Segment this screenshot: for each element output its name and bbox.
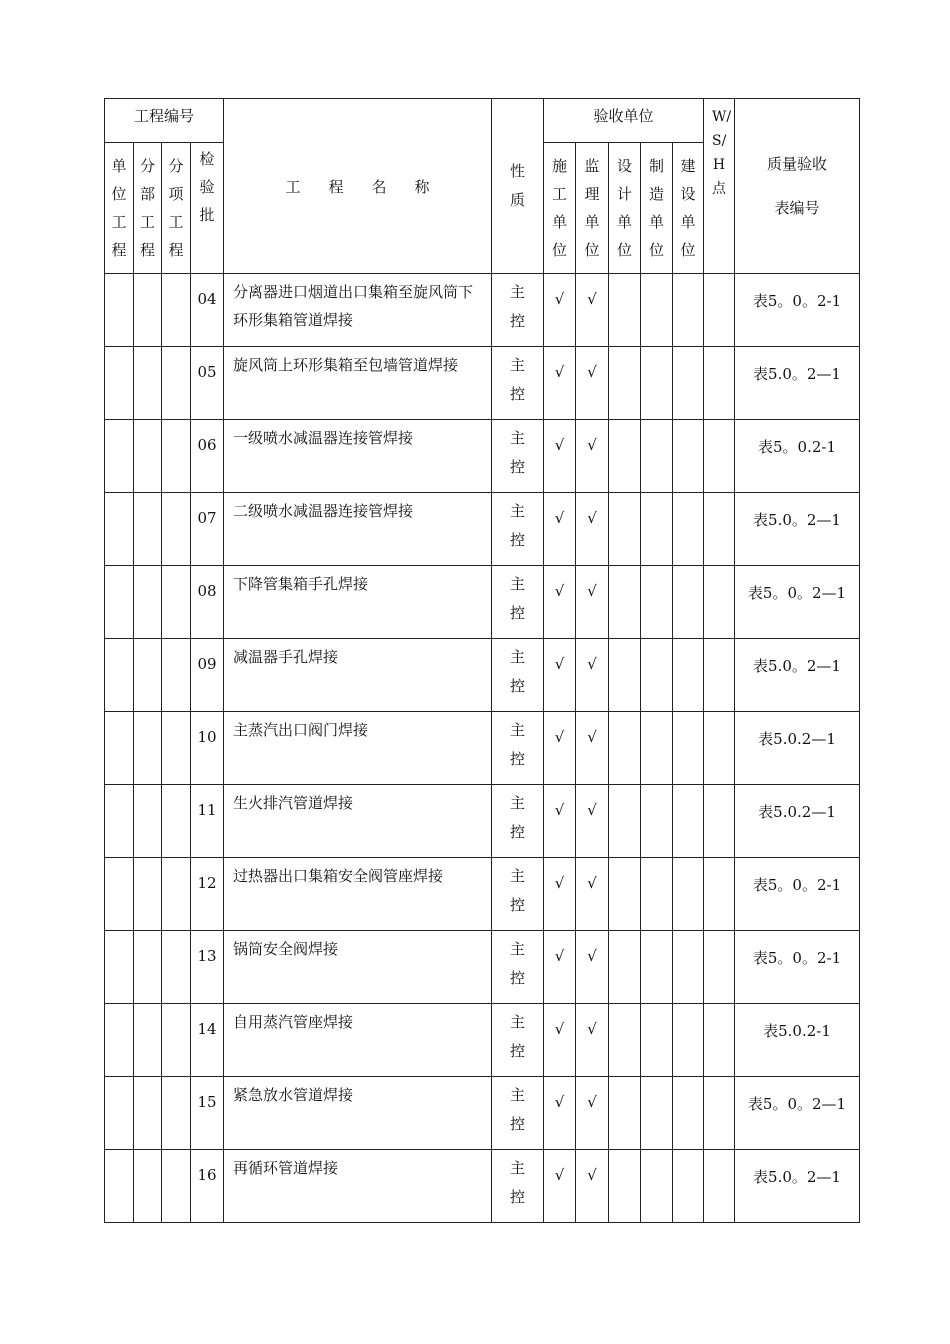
form-number-cell: 表5.0。2—1 — [735, 1150, 860, 1223]
division-project-cell — [134, 785, 162, 858]
division-project-header — [134, 143, 162, 274]
unit-project-cell — [105, 931, 134, 1004]
form-number-label: 质量验收表编号 — [767, 155, 828, 217]
inspection-batch-cell: 06 — [191, 420, 224, 493]
division-project-cell — [134, 712, 162, 785]
construction-check: √ — [544, 566, 576, 639]
project-name-cell: 生火排汽管道焊接 — [224, 785, 492, 858]
design-check — [609, 712, 641, 785]
supervision-check: √ — [576, 785, 609, 858]
manufacturing-unit-header — [641, 143, 673, 274]
project-name-header — [224, 99, 492, 274]
owner-check — [673, 1004, 704, 1077]
table-row — [105, 347, 860, 420]
supervision-check: √ — [576, 639, 609, 712]
design-unit-header — [609, 143, 641, 274]
manufacturing-check — [641, 566, 673, 639]
form-number-header — [735, 99, 860, 274]
supervision-check: √ — [576, 931, 609, 1004]
division-project-cell — [134, 1150, 162, 1223]
form-number-cell: 表5。0。2-1 — [735, 931, 860, 1004]
project-code-label: 工程编号 — [134, 107, 195, 125]
construction-unit-header — [544, 143, 576, 274]
wsh-header — [704, 99, 735, 274]
inspection-batch-cell: 09 — [191, 639, 224, 712]
nature-cell — [492, 566, 544, 639]
manufacturing-check — [641, 1004, 673, 1077]
nature-cell — [492, 1150, 544, 1223]
unit-project-cell — [105, 1150, 134, 1223]
nature-value: 主控 — [510, 867, 526, 914]
project-name-cell: 减温器手孔焊接 — [224, 639, 492, 712]
supervision-check: √ — [576, 858, 609, 931]
nature-cell — [492, 858, 544, 931]
table-row — [105, 785, 860, 858]
construction-check: √ — [544, 420, 576, 493]
inspection-batch-cell: 10 — [191, 712, 224, 785]
owner-check — [673, 347, 704, 420]
division-project-cell — [134, 1004, 162, 1077]
form-number-cell: 表5。0。2—1 — [735, 1077, 860, 1150]
inspection-batch-header — [191, 143, 224, 274]
manufacturing-check — [641, 1150, 673, 1223]
inspection-batch-cell: 12 — [191, 858, 224, 931]
design-check — [609, 347, 641, 420]
nature-value: 主控 — [510, 794, 526, 841]
unit-project-cell — [105, 493, 134, 566]
manufacturing-check — [641, 931, 673, 1004]
design-check — [609, 639, 641, 712]
unit-project-cell — [105, 639, 134, 712]
owner-check — [673, 1077, 704, 1150]
table-row — [105, 639, 860, 712]
table-row — [105, 566, 860, 639]
nature-cell — [492, 274, 544, 347]
project-name-cell: 二级喷水减温器连接管焊接 — [224, 493, 492, 566]
unit-project-label: 单位工程 — [111, 157, 127, 259]
form-number-cell: 表5.0。2—1 — [735, 639, 860, 712]
form-number-cell: 表5.0。2—1 — [735, 347, 860, 420]
wsh-cell — [704, 274, 735, 347]
subitem-project-cell — [162, 639, 191, 712]
design-check — [609, 274, 641, 347]
nature-cell — [492, 493, 544, 566]
construction-unit-label: 施工单位 — [552, 157, 568, 259]
subitem-project-cell — [162, 566, 191, 639]
wsh-cell — [704, 1150, 735, 1223]
supervision-unit-label: 监理单位 — [584, 157, 600, 259]
division-project-cell — [134, 858, 162, 931]
wsh-cell — [704, 785, 735, 858]
unit-project-cell — [105, 1004, 134, 1077]
nature-value: 主控 — [510, 1013, 526, 1060]
subitem-project-header — [162, 143, 191, 274]
manufacturing-check — [641, 639, 673, 712]
form-number-cell: 表5.0.2—1 — [735, 785, 860, 858]
manufacturing-check — [641, 712, 673, 785]
table-row — [105, 1150, 860, 1223]
project-name-label: 工程名称 — [285, 177, 458, 196]
inspection-batch-cell: 04 — [191, 274, 224, 347]
nature-cell — [492, 1077, 544, 1150]
inspection-batch-cell: 07 — [191, 493, 224, 566]
wsh-cell — [704, 712, 735, 785]
owner-check — [673, 639, 704, 712]
nature-cell — [492, 931, 544, 1004]
design-check — [609, 858, 641, 931]
inspection-batch-cell: 13 — [191, 931, 224, 1004]
design-check — [609, 493, 641, 566]
acceptance-units-label: 验收单位 — [593, 107, 654, 125]
construction-check: √ — [544, 1004, 576, 1077]
subitem-project-cell — [162, 347, 191, 420]
design-unit-label: 设计单位 — [617, 157, 633, 259]
construction-check: √ — [544, 493, 576, 566]
owner-unit-header — [673, 143, 704, 274]
subitem-project-cell — [162, 785, 191, 858]
owner-check — [673, 274, 704, 347]
nature-value: 主控 — [510, 1086, 526, 1133]
unit-project-cell — [105, 274, 134, 347]
inspection-batch-cell: 05 — [191, 347, 224, 420]
manufacturing-check — [641, 1077, 673, 1150]
wsh-cell — [704, 347, 735, 420]
inspection-batch-cell: 08 — [191, 566, 224, 639]
wsh-cell — [704, 566, 735, 639]
supervision-check: √ — [576, 712, 609, 785]
nature-value: 主控 — [510, 356, 526, 403]
division-project-cell — [134, 347, 162, 420]
form-number-cell: 表5。0。2-1 — [735, 274, 860, 347]
wsh-cell — [704, 639, 735, 712]
construction-check: √ — [544, 712, 576, 785]
supervision-check: √ — [576, 347, 609, 420]
division-project-label: 分部工程 — [139, 157, 155, 259]
subitem-project-cell — [162, 1150, 191, 1223]
nature-value: 主控 — [510, 502, 526, 549]
wsh-cell — [704, 931, 735, 1004]
supervision-check: √ — [576, 274, 609, 347]
project-name-cell: 旋风筒上环形集箱至包墙管道焊接 — [224, 347, 492, 420]
table-row — [105, 274, 860, 347]
owner-check — [673, 858, 704, 931]
owner-check — [673, 420, 704, 493]
supervision-check: √ — [576, 1077, 609, 1150]
project-name-cell: 一级喷水减温器连接管焊接 — [224, 420, 492, 493]
nature-cell — [492, 712, 544, 785]
subitem-project-cell — [162, 274, 191, 347]
subitem-project-cell — [162, 712, 191, 785]
design-check — [609, 1004, 641, 1077]
inspection-batch-label: 检验批 — [199, 150, 215, 224]
nature-header — [492, 99, 544, 274]
unit-project-header — [105, 143, 134, 274]
nature-cell — [492, 1004, 544, 1077]
owner-check — [673, 1150, 704, 1223]
inspection-batch-cell: 16 — [191, 1150, 224, 1223]
form-number-cell: 表5.0。2—1 — [735, 493, 860, 566]
inspection-batch-cell: 11 — [191, 785, 224, 858]
nature-cell — [492, 420, 544, 493]
table-row — [105, 493, 860, 566]
construction-check: √ — [544, 931, 576, 1004]
nature-value: 主控 — [510, 575, 526, 622]
design-check — [609, 1077, 641, 1150]
supervision-unit-header — [576, 143, 609, 274]
table-row — [105, 931, 860, 1004]
construction-check: √ — [544, 639, 576, 712]
unit-project-cell — [105, 858, 134, 931]
table-row — [105, 858, 860, 931]
supervision-check: √ — [576, 493, 609, 566]
design-check — [609, 420, 641, 493]
subitem-project-label: 分项工程 — [168, 157, 184, 259]
inspection-batch-cell: 14 — [191, 1004, 224, 1077]
table-row — [105, 1077, 860, 1150]
wsh-cell — [704, 1077, 735, 1150]
form-number-cell: 表5.0.2-1 — [735, 1004, 860, 1077]
division-project-cell — [134, 274, 162, 347]
division-project-cell — [134, 1077, 162, 1150]
subitem-project-cell — [162, 1004, 191, 1077]
supervision-check: √ — [576, 420, 609, 493]
manufacturing-check — [641, 347, 673, 420]
acceptance-units-header — [544, 99, 704, 143]
design-check — [609, 1150, 641, 1223]
construction-check: √ — [544, 274, 576, 347]
manufacturing-check — [641, 274, 673, 347]
project-name-cell: 紧急放水管道焊接 — [224, 1077, 492, 1150]
table-row — [105, 712, 860, 785]
nature-cell — [492, 347, 544, 420]
construction-check: √ — [544, 1150, 576, 1223]
inspection-batch-cell: 15 — [191, 1077, 224, 1150]
project-name-cell: 自用蒸汽管座焊接 — [224, 1004, 492, 1077]
design-check — [609, 785, 641, 858]
unit-project-cell — [105, 347, 134, 420]
manufacturing-check — [641, 785, 673, 858]
subitem-project-cell — [162, 420, 191, 493]
unit-project-cell — [105, 785, 134, 858]
subitem-project-cell — [162, 931, 191, 1004]
project-name-cell: 下降管集箱手孔焊接 — [224, 566, 492, 639]
wsh-cell — [704, 1004, 735, 1077]
wsh-cell — [704, 420, 735, 493]
owner-unit-label: 建设单位 — [680, 157, 696, 259]
nature-cell — [492, 785, 544, 858]
construction-check: √ — [544, 1077, 576, 1150]
manufacturing-check — [641, 858, 673, 931]
manufacturing-unit-label: 制造单位 — [649, 157, 665, 259]
unit-project-cell — [105, 712, 134, 785]
nature-value: 主控 — [510, 940, 526, 987]
nature-value: 主控 — [510, 648, 526, 695]
supervision-check: √ — [576, 566, 609, 639]
division-project-cell — [134, 639, 162, 712]
wsh-label: W/S/H点 — [712, 109, 732, 197]
owner-check — [673, 931, 704, 1004]
subitem-project-cell — [162, 1077, 191, 1150]
design-check — [609, 566, 641, 639]
construction-check: √ — [544, 858, 576, 931]
wsh-cell — [704, 493, 735, 566]
quality-acceptance-table — [104, 98, 860, 1223]
subitem-project-cell — [162, 858, 191, 931]
nature-value: 主控 — [510, 721, 526, 768]
owner-check — [673, 712, 704, 785]
project-name-cell: 锅筒安全阀焊接 — [224, 931, 492, 1004]
division-project-cell — [134, 493, 162, 566]
division-project-cell — [134, 420, 162, 493]
supervision-check: √ — [576, 1150, 609, 1223]
manufacturing-check — [641, 420, 673, 493]
nature-label: 性质 — [510, 162, 526, 209]
design-check — [609, 931, 641, 1004]
subitem-project-cell — [162, 493, 191, 566]
project-name-cell: 分离器进口烟道出口集箱至旋风筒下环形集箱管道焊接 — [224, 274, 492, 347]
project-name-cell: 过热器出口集箱安全阀管座焊接 — [224, 858, 492, 931]
division-project-cell — [134, 931, 162, 1004]
unit-project-cell — [105, 420, 134, 493]
unit-project-cell — [105, 1077, 134, 1150]
table-row — [105, 420, 860, 493]
project-name-cell: 再循环管道焊接 — [224, 1150, 492, 1223]
project-name-cell: 主蒸汽出口阀门焊接 — [224, 712, 492, 785]
construction-check: √ — [544, 785, 576, 858]
form-number-cell: 表5。0。2-1 — [735, 858, 860, 931]
construction-check: √ — [544, 347, 576, 420]
owner-check — [673, 785, 704, 858]
supervision-check: √ — [576, 1004, 609, 1077]
form-number-cell: 表5。0。2—1 — [735, 566, 860, 639]
form-number-cell: 表5。0.2-1 — [735, 420, 860, 493]
owner-check — [673, 493, 704, 566]
nature-cell — [492, 639, 544, 712]
nature-value: 主控 — [510, 429, 526, 476]
manufacturing-check — [641, 493, 673, 566]
wsh-cell — [704, 858, 735, 931]
nature-value: 主控 — [510, 1159, 526, 1206]
owner-check — [673, 566, 704, 639]
nature-value: 主控 — [510, 283, 526, 330]
division-project-cell — [134, 566, 162, 639]
form-number-cell: 表5.0.2—1 — [735, 712, 860, 785]
project-code-header — [105, 99, 224, 143]
unit-project-cell — [105, 566, 134, 639]
table-row — [105, 1004, 860, 1077]
